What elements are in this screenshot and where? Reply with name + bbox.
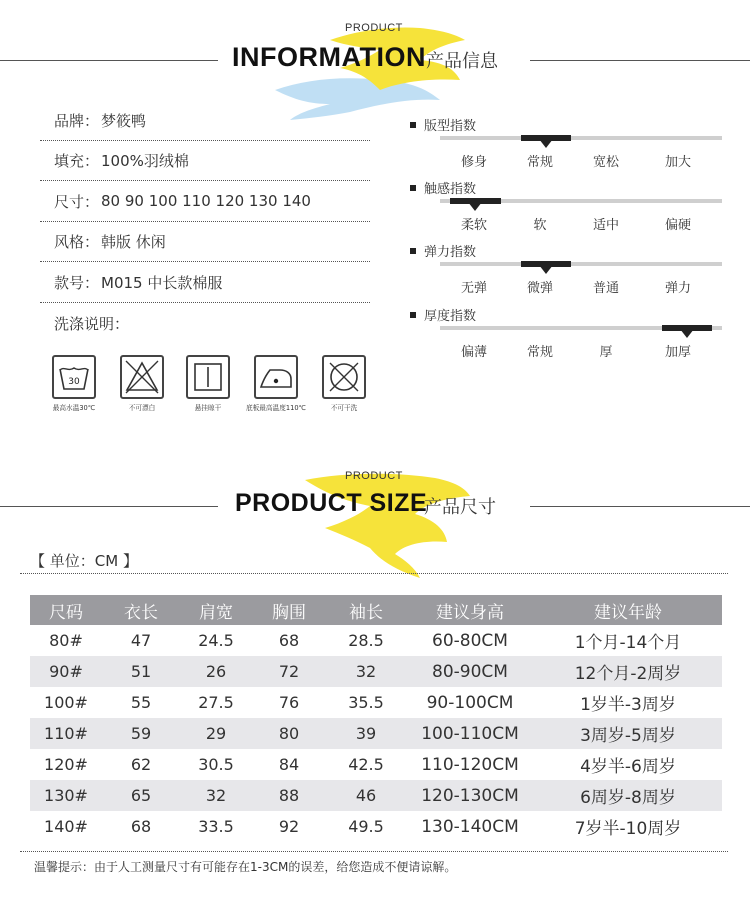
index-title (410, 241, 476, 260)
table-cell: 51 (130, 662, 152, 681)
index-option-label: 厚 (599, 345, 613, 360)
table-cell: 100-110CM (421, 723, 519, 744)
table-row (30, 718, 722, 749)
info-row-washing (40, 303, 370, 343)
unit-label: 【 单位：CM 】 (30, 552, 138, 570)
index-option-label: 无弹 (460, 281, 487, 296)
bullet-square-icon (410, 122, 416, 128)
header-title-cn: 产品信息 (426, 51, 498, 72)
info-value: M015 中长款棉服 (101, 273, 223, 292)
table-cell: 80 (278, 724, 300, 743)
wash-30-icon (52, 355, 96, 399)
index-title-text: 版型指数 (424, 119, 477, 134)
care-caption: 最高水温30℃ (52, 404, 96, 412)
size-table (30, 595, 722, 842)
table-cell: 80-90CM (432, 661, 508, 682)
column-header: 袖长 (349, 602, 383, 623)
table-row (30, 811, 722, 842)
care-item (42, 355, 106, 413)
table-body (30, 625, 722, 842)
info-label: 填充： (54, 151, 100, 170)
table-cell: 3周岁-5周岁 (580, 726, 676, 746)
column-header: 尺码 (49, 602, 83, 623)
table-cell: 28.5 (348, 631, 384, 650)
svg-text:30: 30 (68, 377, 80, 387)
table-cell: 26 (205, 662, 227, 681)
info-row-brand (40, 100, 370, 140)
care-item (176, 355, 240, 413)
column-header: 建议年龄 (594, 602, 662, 623)
table-cell: 90# (49, 662, 83, 681)
column-header: 衣长 (124, 602, 158, 623)
index-scale-bar (440, 199, 722, 203)
info-row-sizes (40, 181, 370, 221)
care-caption: 不可漂白 (128, 404, 156, 412)
table-cell: 62 (130, 755, 152, 774)
index-option-label: 软 (533, 218, 547, 233)
table-cell: 42.5 (348, 755, 384, 774)
info-value: 80 90 100 110 120 130 140 (101, 192, 311, 210)
care-icons (48, 355, 378, 415)
table-row (30, 687, 722, 718)
marker-triangle-icon (539, 265, 553, 274)
index-scale-bar (440, 326, 722, 330)
care-caption: 悬挂晾干 (194, 404, 222, 412)
info-label: 尺寸： (54, 192, 100, 211)
table-cell: 110# (44, 724, 88, 743)
index-option-label: 普通 (592, 281, 619, 296)
table-row (30, 780, 722, 811)
column-header: 胸围 (272, 602, 306, 623)
header-title: INFORMATION (232, 42, 426, 72)
index-option-label: 常规 (526, 155, 553, 170)
care-item (110, 355, 174, 413)
index-title-text: 触感指数 (424, 182, 477, 197)
table-cell: 1岁半-3周岁 (580, 695, 676, 715)
index-title (410, 115, 476, 134)
header-small-text: PRODUCT (345, 22, 403, 34)
table-cell: 76 (278, 693, 300, 712)
table-cell: 1个月-14个月 (574, 633, 682, 653)
table-cell: 46 (355, 786, 377, 805)
bullet-square-icon (410, 312, 416, 318)
table-cell: 120-130CM (421, 785, 519, 806)
iron-110-icon (254, 355, 298, 399)
info-label: 风格： (54, 232, 100, 251)
info-value: 韩版 休闲 (101, 232, 166, 251)
index-marker (450, 198, 501, 204)
table-cell: 47 (130, 631, 152, 650)
care-caption: 底板最高温度110℃ (245, 404, 307, 412)
header-divider-left (0, 60, 218, 61)
index-marker (662, 325, 713, 331)
table-cell: 68 (278, 631, 300, 650)
index-title (410, 305, 476, 324)
no-bleach-icon (120, 355, 164, 399)
info-label: 品牌： (54, 111, 100, 130)
index-option-label: 宽松 (592, 155, 619, 170)
table-cell: 120# (44, 755, 88, 774)
table-cell: 130# (44, 786, 88, 805)
index-option-label: 加厚 (664, 345, 691, 360)
table-cell: 72 (278, 662, 300, 681)
table-cell: 32 (355, 662, 377, 681)
care-caption: 不可干洗 (330, 404, 358, 412)
table-cell: 12个月-2周岁 (574, 664, 682, 684)
index-scale-bar (440, 262, 722, 266)
table-cell: 84 (278, 755, 300, 774)
table-cell: 140# (44, 817, 88, 836)
index-scale-bar (440, 136, 722, 140)
header-title: PRODUCT SIZE (235, 489, 428, 517)
table-cell: 130-140CM (421, 816, 519, 837)
dotted-divider (20, 851, 728, 852)
header-divider-right (530, 506, 750, 507)
table-cell: 92 (278, 817, 300, 836)
table-cell: 100# (44, 693, 88, 712)
size-section-header (0, 466, 750, 546)
table-header-row (30, 595, 722, 625)
table-cell: 39 (355, 724, 377, 743)
header-divider-right (530, 60, 750, 61)
table-cell: 110-120CM (421, 754, 519, 775)
info-value: 100%羽绒棉 (101, 151, 189, 170)
index-title-text: 弹力指数 (424, 245, 477, 260)
index-marker (521, 261, 572, 267)
index-option-label: 适中 (592, 218, 619, 233)
header-title-cn: 产品尺寸 (424, 497, 496, 518)
table-row (30, 749, 722, 780)
table-row (30, 625, 722, 656)
marker-triangle-icon (680, 329, 694, 338)
table-cell: 80# (49, 631, 83, 650)
care-item (244, 355, 308, 413)
index-option-label: 加大 (664, 155, 691, 170)
index-title-text: 厚度指数 (424, 309, 477, 324)
table-row (30, 656, 722, 687)
info-row-filling (40, 140, 370, 180)
table-cell: 35.5 (348, 693, 384, 712)
info-label: 洗涤说明： (54, 314, 130, 333)
index-marker (521, 135, 572, 141)
table-cell: 27.5 (198, 693, 234, 712)
table-cell: 49.5 (348, 817, 384, 836)
table-cell: 88 (278, 786, 300, 805)
table-cell: 65 (130, 786, 152, 805)
table-cell: 60-80CM (432, 630, 508, 651)
table-cell: 55 (130, 693, 152, 712)
index-option-label: 弹力 (664, 281, 691, 296)
brush-stroke-decoration (285, 470, 485, 585)
header-divider-left (0, 506, 218, 507)
table-cell: 32 (205, 786, 227, 805)
index-option-label: 偏硬 (664, 218, 691, 233)
marker-triangle-icon (539, 139, 553, 148)
index-option-label: 常规 (526, 345, 553, 360)
index-option-label: 微弹 (526, 281, 553, 296)
index-title (410, 178, 476, 197)
info-row-style (40, 221, 370, 261)
hang-dry-icon (186, 355, 230, 399)
table-cell: 33.5 (198, 817, 234, 836)
bullet-square-icon (410, 185, 416, 191)
info-section-header (0, 20, 750, 100)
header-small-text: PRODUCT (345, 470, 403, 482)
marker-triangle-icon (468, 202, 482, 211)
table-cell: 29 (205, 724, 227, 743)
info-row-model (40, 262, 370, 302)
no-dry-clean-icon (322, 355, 366, 399)
column-header: 肩宽 (199, 602, 233, 623)
index-option-label: 偏薄 (460, 345, 487, 360)
table-cell: 6周岁-8周岁 (580, 788, 676, 808)
index-option-label: 柔软 (460, 218, 487, 233)
bullet-square-icon (410, 248, 416, 254)
dotted-divider (20, 573, 728, 574)
care-item (312, 355, 376, 413)
table-cell: 68 (130, 817, 152, 836)
info-label: 款号： (54, 273, 100, 292)
info-value: 梦筱鸭 (101, 111, 147, 130)
table-cell: 7岁半-10周岁 (574, 819, 682, 839)
table-cell: 24.5 (198, 631, 234, 650)
column-header: 建议身高 (436, 602, 504, 623)
index-option-label: 修身 (460, 155, 487, 170)
table-cell: 59 (130, 724, 152, 743)
table-cell: 30.5 (198, 755, 234, 774)
measurement-note: 温馨提示：由于人工测量尺寸有可能存在1-3CM的误差，给您造成不便请谅解。 (34, 860, 457, 874)
table-cell: 90-100CM (426, 692, 514, 713)
table-cell: 4岁半-6周岁 (580, 757, 676, 777)
